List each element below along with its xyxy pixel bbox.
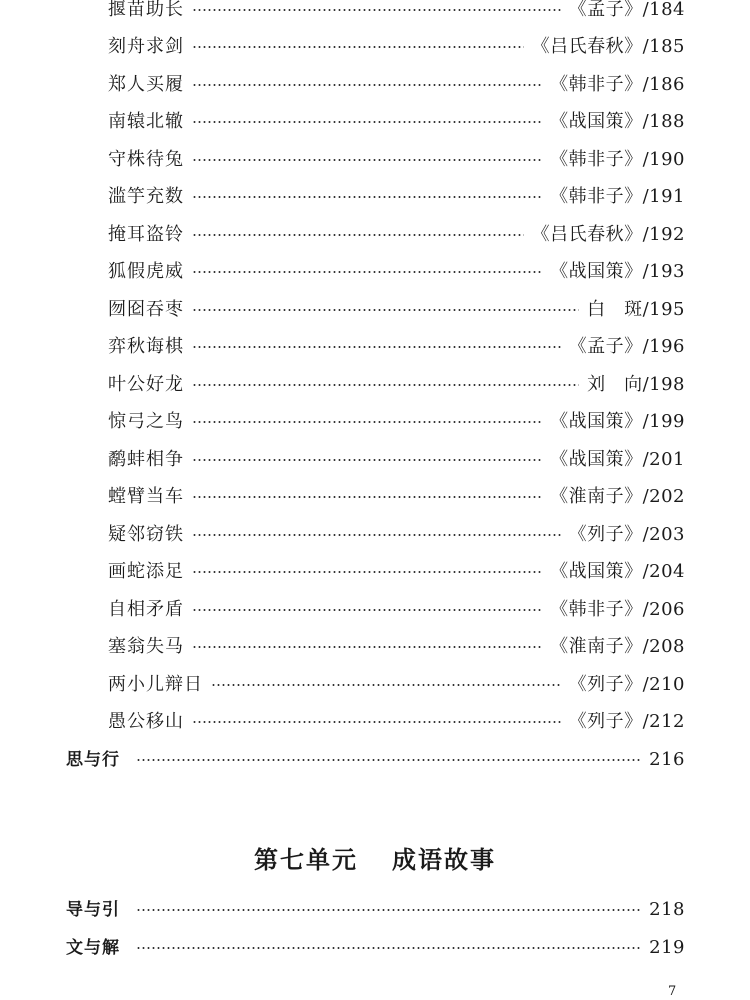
leader-dots [192, 44, 524, 50]
entry-title: 滥竽充数 [108, 186, 184, 207]
entry-source: 《战国策》 [550, 561, 643, 582]
entry-reference [550, 485, 685, 509]
entry-page: /198 [642, 374, 685, 395]
toc-entry[interactable] [108, 148, 685, 172]
entry-source: 《孟子》 [568, 0, 643, 20]
entry-reference [550, 598, 685, 622]
entry-source: 《孟子》 [568, 336, 643, 357]
entry-reference [550, 560, 685, 584]
entry-reference [550, 448, 685, 472]
entry-reference [532, 223, 685, 247]
page-number: 7 [668, 984, 677, 999]
unit-heading [0, 840, 750, 875]
entry-reference [569, 335, 685, 359]
toc-section-text[interactable] [66, 936, 685, 960]
toc-section-think[interactable] [66, 748, 685, 772]
section-page: 219 [649, 937, 685, 958]
entry-source: 刘 向 [587, 374, 643, 395]
entry-page: /193 [642, 261, 685, 282]
entry-source: 《战国策》 [550, 411, 643, 432]
leader-dots [192, 382, 579, 388]
entry-title: 弈秋诲棋 [108, 336, 184, 357]
entry-page: /208 [642, 636, 685, 657]
entry-page: /212 [642, 711, 685, 732]
entry-page: /201 [642, 449, 685, 470]
entry-page: /199 [642, 411, 685, 432]
entry-title: 画蛇添足 [108, 561, 184, 582]
entry-source: 《淮南子》 [550, 486, 643, 507]
entry-source: 《韩非子》 [550, 74, 643, 95]
entry-page: /206 [642, 599, 685, 620]
leader-dots [192, 719, 561, 725]
section-title: 文与解 [66, 938, 120, 958]
entry-reference [550, 635, 685, 659]
toc-entry[interactable] [108, 598, 685, 622]
entry-reference [569, 523, 685, 547]
leader-dots [192, 157, 542, 163]
entry-title: 守株待兔 [108, 149, 184, 170]
entry-source: 《韩非子》 [550, 599, 643, 620]
unit-name: 成语故事 [392, 846, 496, 874]
section-title: 导与引 [66, 900, 120, 920]
entry-reference [550, 260, 685, 284]
toc-entry[interactable] [108, 298, 685, 322]
leader-dots [192, 269, 542, 275]
toc-entry[interactable] [108, 223, 685, 247]
leader-dots [192, 194, 542, 200]
entry-reference [532, 35, 685, 59]
leader-dots [192, 307, 579, 313]
toc-entry[interactable] [108, 635, 685, 659]
section-title: 思与行 [66, 750, 120, 770]
entry-title: 愚公移山 [108, 711, 184, 732]
entry-reference [550, 410, 685, 434]
entry-title: 螳臂当车 [108, 486, 184, 507]
toc-entry[interactable] [108, 485, 685, 509]
entry-title: 掩耳盗铃 [108, 224, 184, 245]
section-page: 218 [649, 899, 685, 920]
entry-source: 《列子》 [568, 524, 643, 545]
entry-title: 疑邻窃铁 [108, 524, 184, 545]
entry-title: 自相矛盾 [108, 599, 184, 620]
entry-page: /204 [642, 561, 685, 582]
entry-title: 叶公好龙 [108, 374, 184, 395]
entry-reference [569, 710, 685, 734]
entry-reference [587, 373, 685, 397]
entry-source: 《韩非子》 [550, 149, 643, 170]
leader-dots [136, 757, 641, 763]
toc-entry[interactable] [108, 410, 685, 434]
toc-entry[interactable] [108, 710, 685, 734]
toc-entry[interactable] [108, 448, 685, 472]
entry-reference [587, 298, 685, 322]
entry-page: /186 [642, 74, 685, 95]
section-page: 216 [649, 749, 685, 770]
entry-page: /195 [642, 299, 685, 320]
entry-title: 狐假虎威 [108, 261, 184, 282]
toc-entry[interactable] [108, 523, 685, 547]
toc-entry[interactable] [108, 335, 685, 359]
entry-source: 《战国策》 [550, 261, 643, 282]
leader-dots [192, 419, 542, 425]
leader-dots [136, 945, 641, 951]
leader-dots [192, 569, 542, 575]
toc-entry[interactable] [108, 0, 685, 22]
entry-reference [569, 0, 685, 22]
entry-source: 《吕氏春秋》 [531, 224, 643, 245]
leader-dots [192, 344, 561, 350]
leader-dots [192, 644, 542, 650]
entry-page: /192 [642, 224, 685, 245]
entry-title: 塞翁失马 [108, 636, 184, 657]
toc-entry[interactable] [108, 260, 685, 284]
entry-page: /210 [642, 674, 685, 695]
entry-page: /185 [642, 36, 685, 57]
entry-title: 两小儿辩日 [108, 674, 203, 695]
toc-entry[interactable] [108, 35, 685, 59]
entry-reference [550, 110, 685, 134]
entry-page: /184 [642, 0, 685, 20]
entry-reference [550, 73, 685, 97]
entry-page: /190 [642, 149, 685, 170]
entry-reference [550, 185, 685, 209]
toc-entry[interactable] [108, 673, 685, 697]
toc-entry[interactable] [108, 110, 685, 134]
entry-title: 南辕北辙 [108, 111, 184, 132]
entry-page: /203 [642, 524, 685, 545]
leader-dots [211, 682, 561, 688]
entry-source: 《战国策》 [550, 111, 643, 132]
toc-entry[interactable] [108, 73, 685, 97]
leader-dots [192, 232, 524, 238]
entry-source: 白 斑 [587, 299, 643, 320]
leader-dots [192, 7, 561, 13]
entry-title: 囫囵吞枣 [108, 299, 184, 320]
leader-dots [192, 532, 561, 538]
entry-reference [550, 148, 685, 172]
entry-page: /191 [642, 186, 685, 207]
entry-page: /202 [642, 486, 685, 507]
entry-title: 揠苗助长 [108, 0, 184, 20]
entry-title: 刻舟求剑 [108, 36, 184, 57]
entry-source: 《列子》 [568, 674, 643, 695]
entry-source: 《列子》 [568, 711, 643, 732]
leader-dots [192, 607, 542, 613]
leader-dots [192, 82, 542, 88]
leader-dots [192, 119, 542, 125]
entry-source: 《韩非子》 [550, 186, 643, 207]
entry-page: /196 [642, 336, 685, 357]
entry-source: 《淮南子》 [550, 636, 643, 657]
entry-title: 鹬蚌相争 [108, 449, 184, 470]
leader-dots [136, 907, 641, 913]
entry-reference [569, 673, 685, 697]
entry-title: 郑人买履 [108, 74, 184, 95]
toc-section-intro[interactable] [66, 898, 685, 922]
toc-entry[interactable] [108, 373, 685, 397]
leader-dots [192, 457, 542, 463]
toc-entry[interactable] [108, 185, 685, 209]
entry-source: 《战国策》 [550, 449, 643, 470]
entry-title: 惊弓之鸟 [108, 411, 184, 432]
entry-page: /188 [642, 111, 685, 132]
unit-number: 第七单元 [254, 846, 358, 874]
entry-source: 《吕氏春秋》 [531, 36, 643, 57]
leader-dots [192, 494, 542, 500]
toc-entry[interactable] [108, 560, 685, 584]
